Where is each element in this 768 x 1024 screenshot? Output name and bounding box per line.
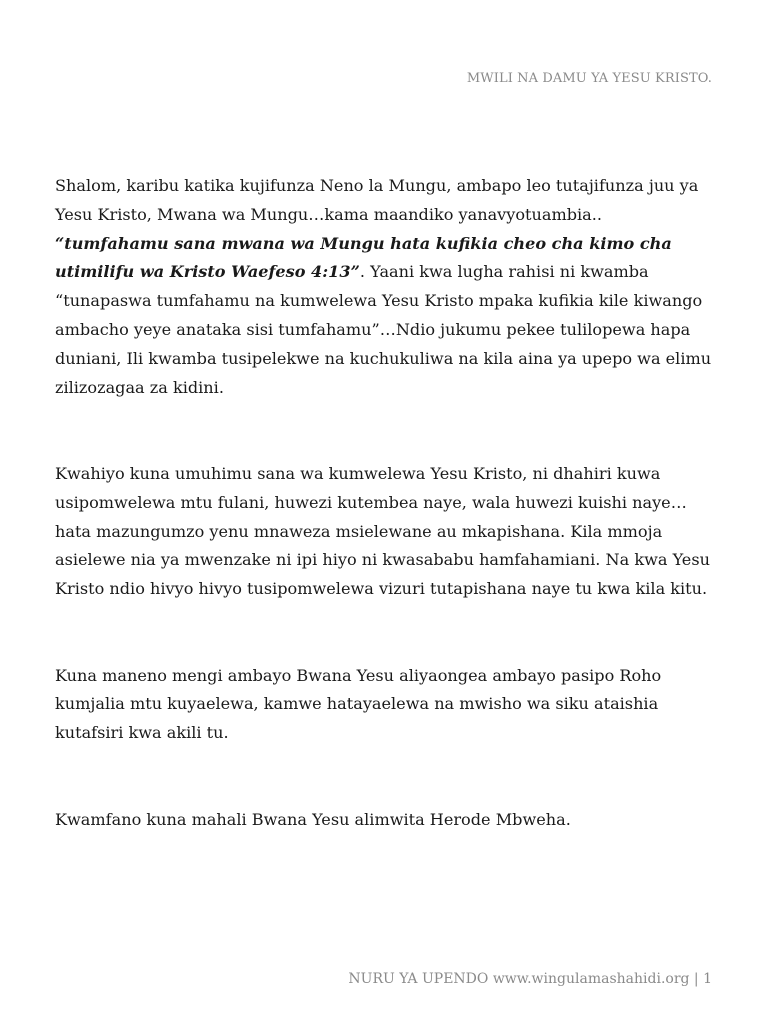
paragraph-spirit: Kuna maneno mengi ambayo Bwana Yesu aliyaongea ambayo pasipo Roho kumjalia mtu kuyaelewa, kamwe hatayaelewa na mwisho wa siku ataishia kutafsiri kwa akili tu. [55,665,662,743]
paragraph-understanding: Kwahiyo kuna umuhimu sana wa kumwelewa Yesu Kristo, ni dhahiri kuwa usipomwelewa mtu fulani, huwezi kutembea naye, wala huwezi kuishi naye…hata mazungumzo yenu mnaweza msielewane au mkapishana. Kila mmoja asielewe nia ya mwenzake ni ipi hiyo ni kwasababu hamfahamiani. Na kwa Yesu Kristo ndio hivyo hivyo tusipomwelewa vizuri tutapishana naye tu kwa kila kitu. [55,463,710,599]
page-footer: NURU YA UPENDO www.wingulamashahidi.org | 1 [348,971,712,987]
paragraph-intro-text: Shalom, karibu katika kujifunza Neno la Mungu, ambapo leo tutajifunza juu ya Yesu Kristo, Mwana wa Mungu…kama maandiko yanavyotuambia.. [55,176,699,224]
scripture-quote: “tumfahamu sana mwana wa Mungu hata kufikia cheo cha kimo cha utimilifu wa Kristo Waefeso 4:13” [55,233,672,282]
document-body [55,172,719,892]
paragraph-intro-continuation: . Yaani kwa lugha rahisi ni kwamba “tunapaswa tumfahamu na kumwelewa Yesu Kristo mpaka kufikia kile kiwango ambacho yeye anataka sisi tumfahamu”…Ndio jukumu pekee tulilopewa hapa duniani, Ili kwamba tusipelekwe na kuchukuliwa na kila aina ya upepo wa elimu zilizozagaa za kidini. [55,262,712,397]
paragraph-intro [55,172,719,402]
paragraph-example: Kwamfano kuna mahali Bwana Yesu alimwita Herode Mbweha. [55,809,571,829]
running-header: MWILI NA DAMU YA YESU KRISTO. [466,71,712,86]
